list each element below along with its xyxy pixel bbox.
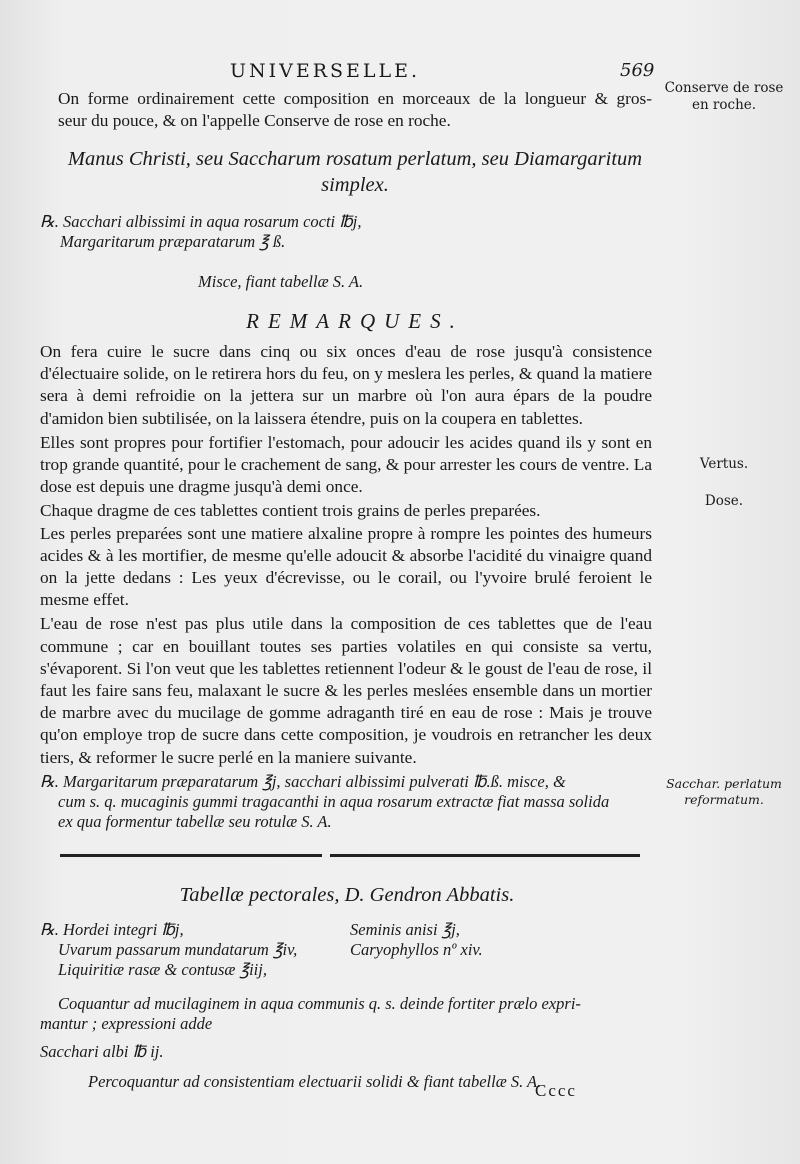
recipe-line: Margaritarum præparatarum ℥ ß.: [60, 232, 286, 251]
recipe-line: ℞. Margaritarum præparatarum ℥j, sacchari albissimi pulverati ℔.ß. misce, &: [40, 772, 566, 791]
intro-line: seur du pouce, & on l'appelle Conserve de rose en roche.: [58, 111, 451, 131]
recipe-line: cum s. q. mucaginis gummi tragacanthi in aqua rosarum extractæ fiat massa solida: [58, 792, 610, 811]
paragraph: On fera cuire le sucre dans cinq ou six onces d'eau de rose jusqu'à consistence d'électuaire solide, on le retirera hors du feu, on y meslera les perles, & quand la matiere sera à demi refroidie on la jettera sur un marbre où l'on aura épars de la poudre d'amidon bien subtilisée, on la laissera étendre, puis on la coupera en tablettes.: [40, 342, 652, 428]
recipe-line: Sacchari albi ℔ ij.: [40, 1042, 164, 1061]
recipe-line: ℞. Hordei integri ℔j,: [40, 920, 184, 939]
recipe-line: Coquantur ad mucilaginem in aqua communis q. s. deinde fortiter prælo expri-: [58, 994, 581, 1013]
recipe-line: Uvarum passarum mundatarum ℥iv,: [58, 940, 298, 959]
remarques-body: [40, 341, 652, 769]
title-manus-christi: [58, 146, 652, 198]
running-head: UNIVERSELLE.: [230, 60, 421, 82]
paragraph: Les perles preparées sont une matiere alxaline propre à rompre les pointes des humeurs acides & à les mortifier, de mesme qu'elle adoucit & absorbe l'acidité du vinaigre quand on la jette dedans : Les yeux d'écrevisse, ou le corail, ou l'yvoire brulé feroient le mesme effet.: [40, 523, 652, 610]
signature-mark: Cccc: [535, 1081, 577, 1100]
page-number: 569: [620, 60, 655, 81]
margin-note-dose: Dose.: [704, 493, 744, 509]
remarques-heading: REMARQUES.: [246, 309, 464, 333]
recipe-line: Percoquantur ad consistentiam electuarii solidi & fiant tabellæ S. A.: [88, 1072, 542, 1091]
paragraph: L'eau de rose n'est pas plus utile dans la composition de ces tablettes que de l'eau commune ; car en bouillant toutes ses parties volatiles en qui consiste sa vertu, s'évaporent. Si l'on veut que les tablettes retiennent l'odeur & le goust de l'eau de rose, il faut les faire sans feu, malaxant le sucre & les perles meslées ensemble dans un mortier de marbre avec du mucilage de gomme adraganth tiré en eau de rose : Mais je trouve qu'on employe trop de sucre dans cette composition, je voudrois en retrancher les deux tiers, & reformer le sucre perlé en la maniere suivante.: [40, 614, 652, 767]
recipe-three-continuation: [40, 994, 654, 1092]
margin-note-vertus: Vertus.: [699, 456, 749, 472]
divider-left: [60, 854, 322, 857]
intro-paragraph: [58, 88, 652, 132]
recipe-two: [40, 772, 654, 832]
title-line: simplex.: [321, 174, 389, 196]
intro-line: On forme ordinairement cette composition en morceaux de la longueur & gros-: [58, 89, 652, 108]
recipe-line: ℞. Sacchari albissimi in aqua rosarum cocti ℔j,: [40, 212, 362, 231]
recipe-one: [40, 212, 634, 252]
margin-note-sacchar: Sacchar. perlatum reformatum.: [666, 776, 782, 807]
title-line: Manus Christi, seu Saccharum rosatum perlatum, seu Diamargaritum: [67, 148, 643, 170]
title-tabellae: Tabellæ pectorales, D. Gendron Abbatis.: [179, 884, 515, 906]
recipe-line: Caryophyllos nº xiv.: [350, 940, 483, 959]
divider-right: [330, 854, 640, 857]
paragraph: Chaque dragme de ces tablettes contient trois grains de perles preparées.: [40, 501, 541, 521]
recipe-one-instruction: Misce, fiant tabellæ S. A.: [198, 272, 364, 291]
paragraph: Elles sont propres pour fortifier l'estomach, pour adoucir les acides quand ils y sont en trop grande quantité, pour le crachement de sang, & pour arrester les cours de ventre. La dose est depuis une dragme jusqu'à demi once.: [40, 432, 652, 497]
recipe-three-right: [350, 920, 650, 960]
recipe-line: Seminis anisi ℥j,: [350, 920, 460, 939]
margin-note-conserve: Conserve de rose en roche.: [664, 80, 784, 113]
recipe-line: mantur ; expressioni adde: [40, 1014, 213, 1033]
recipe-line: ex qua formentur tabellæ seu rotulæ S. A.: [58, 812, 332, 831]
recipe-line: Liquiritiæ rasæ & contusæ ℥iij,: [58, 960, 267, 979]
